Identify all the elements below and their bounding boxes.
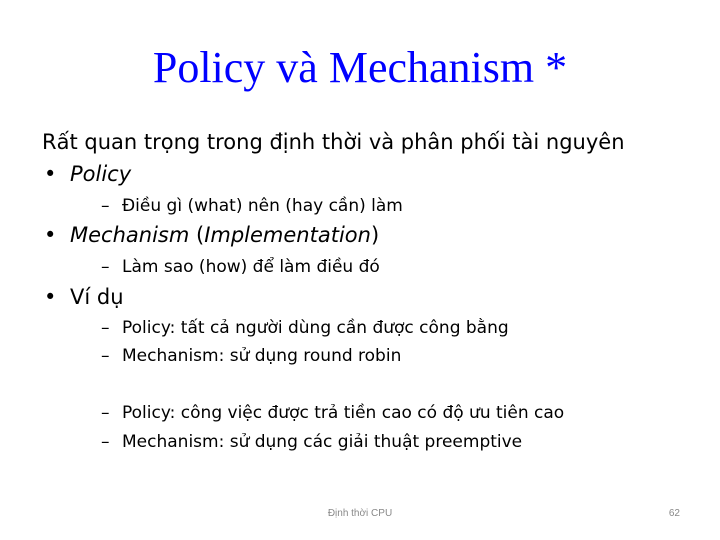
footer-title: Định thời CPU xyxy=(327,508,393,519)
bullet-icon: • xyxy=(44,162,57,186)
bullet-mechanism-label: Mechanism xyxy=(70,223,190,247)
bullet-example-label: Ví dụ xyxy=(70,285,124,309)
policy-subitem: Điều gì (what) nên (hay cần) làm xyxy=(122,196,403,216)
dash-icon: – xyxy=(101,318,110,338)
bullet-policy-label: Policy xyxy=(70,162,132,186)
bullet-icon: • xyxy=(44,223,57,247)
intro-text: Rất quan trọng trong định thời và phân phối tài nguyên xyxy=(42,130,625,154)
dash-icon: – xyxy=(101,257,110,277)
page-number: 62 xyxy=(668,508,680,519)
mechanism-subitem: Làm sao (how) để làm điều đó xyxy=(122,257,380,277)
example-subitem: Policy: công việc được trả tiền cao có độ ưu tiên cao xyxy=(122,403,565,423)
dash-icon: – xyxy=(101,403,110,423)
implementation-label: Implementation xyxy=(204,223,371,247)
dash-icon: – xyxy=(101,346,110,366)
example-subitem: Mechanism: sử dụng round robin xyxy=(122,346,402,366)
dash-icon: – xyxy=(101,196,110,216)
slide-title: Policy và Mechanism * xyxy=(152,43,568,92)
close-paren: ) xyxy=(370,223,380,247)
open-paren: ( xyxy=(189,223,205,247)
bullet-mechanism-line xyxy=(70,221,379,249)
example-subitem: Mechanism: sử dụng các giải thuật preemptive xyxy=(122,432,523,452)
bullet-icon: • xyxy=(44,285,57,309)
dash-icon: – xyxy=(101,432,110,452)
example-subitem: Policy: tất cả người dùng cần được công bằng xyxy=(122,318,509,338)
